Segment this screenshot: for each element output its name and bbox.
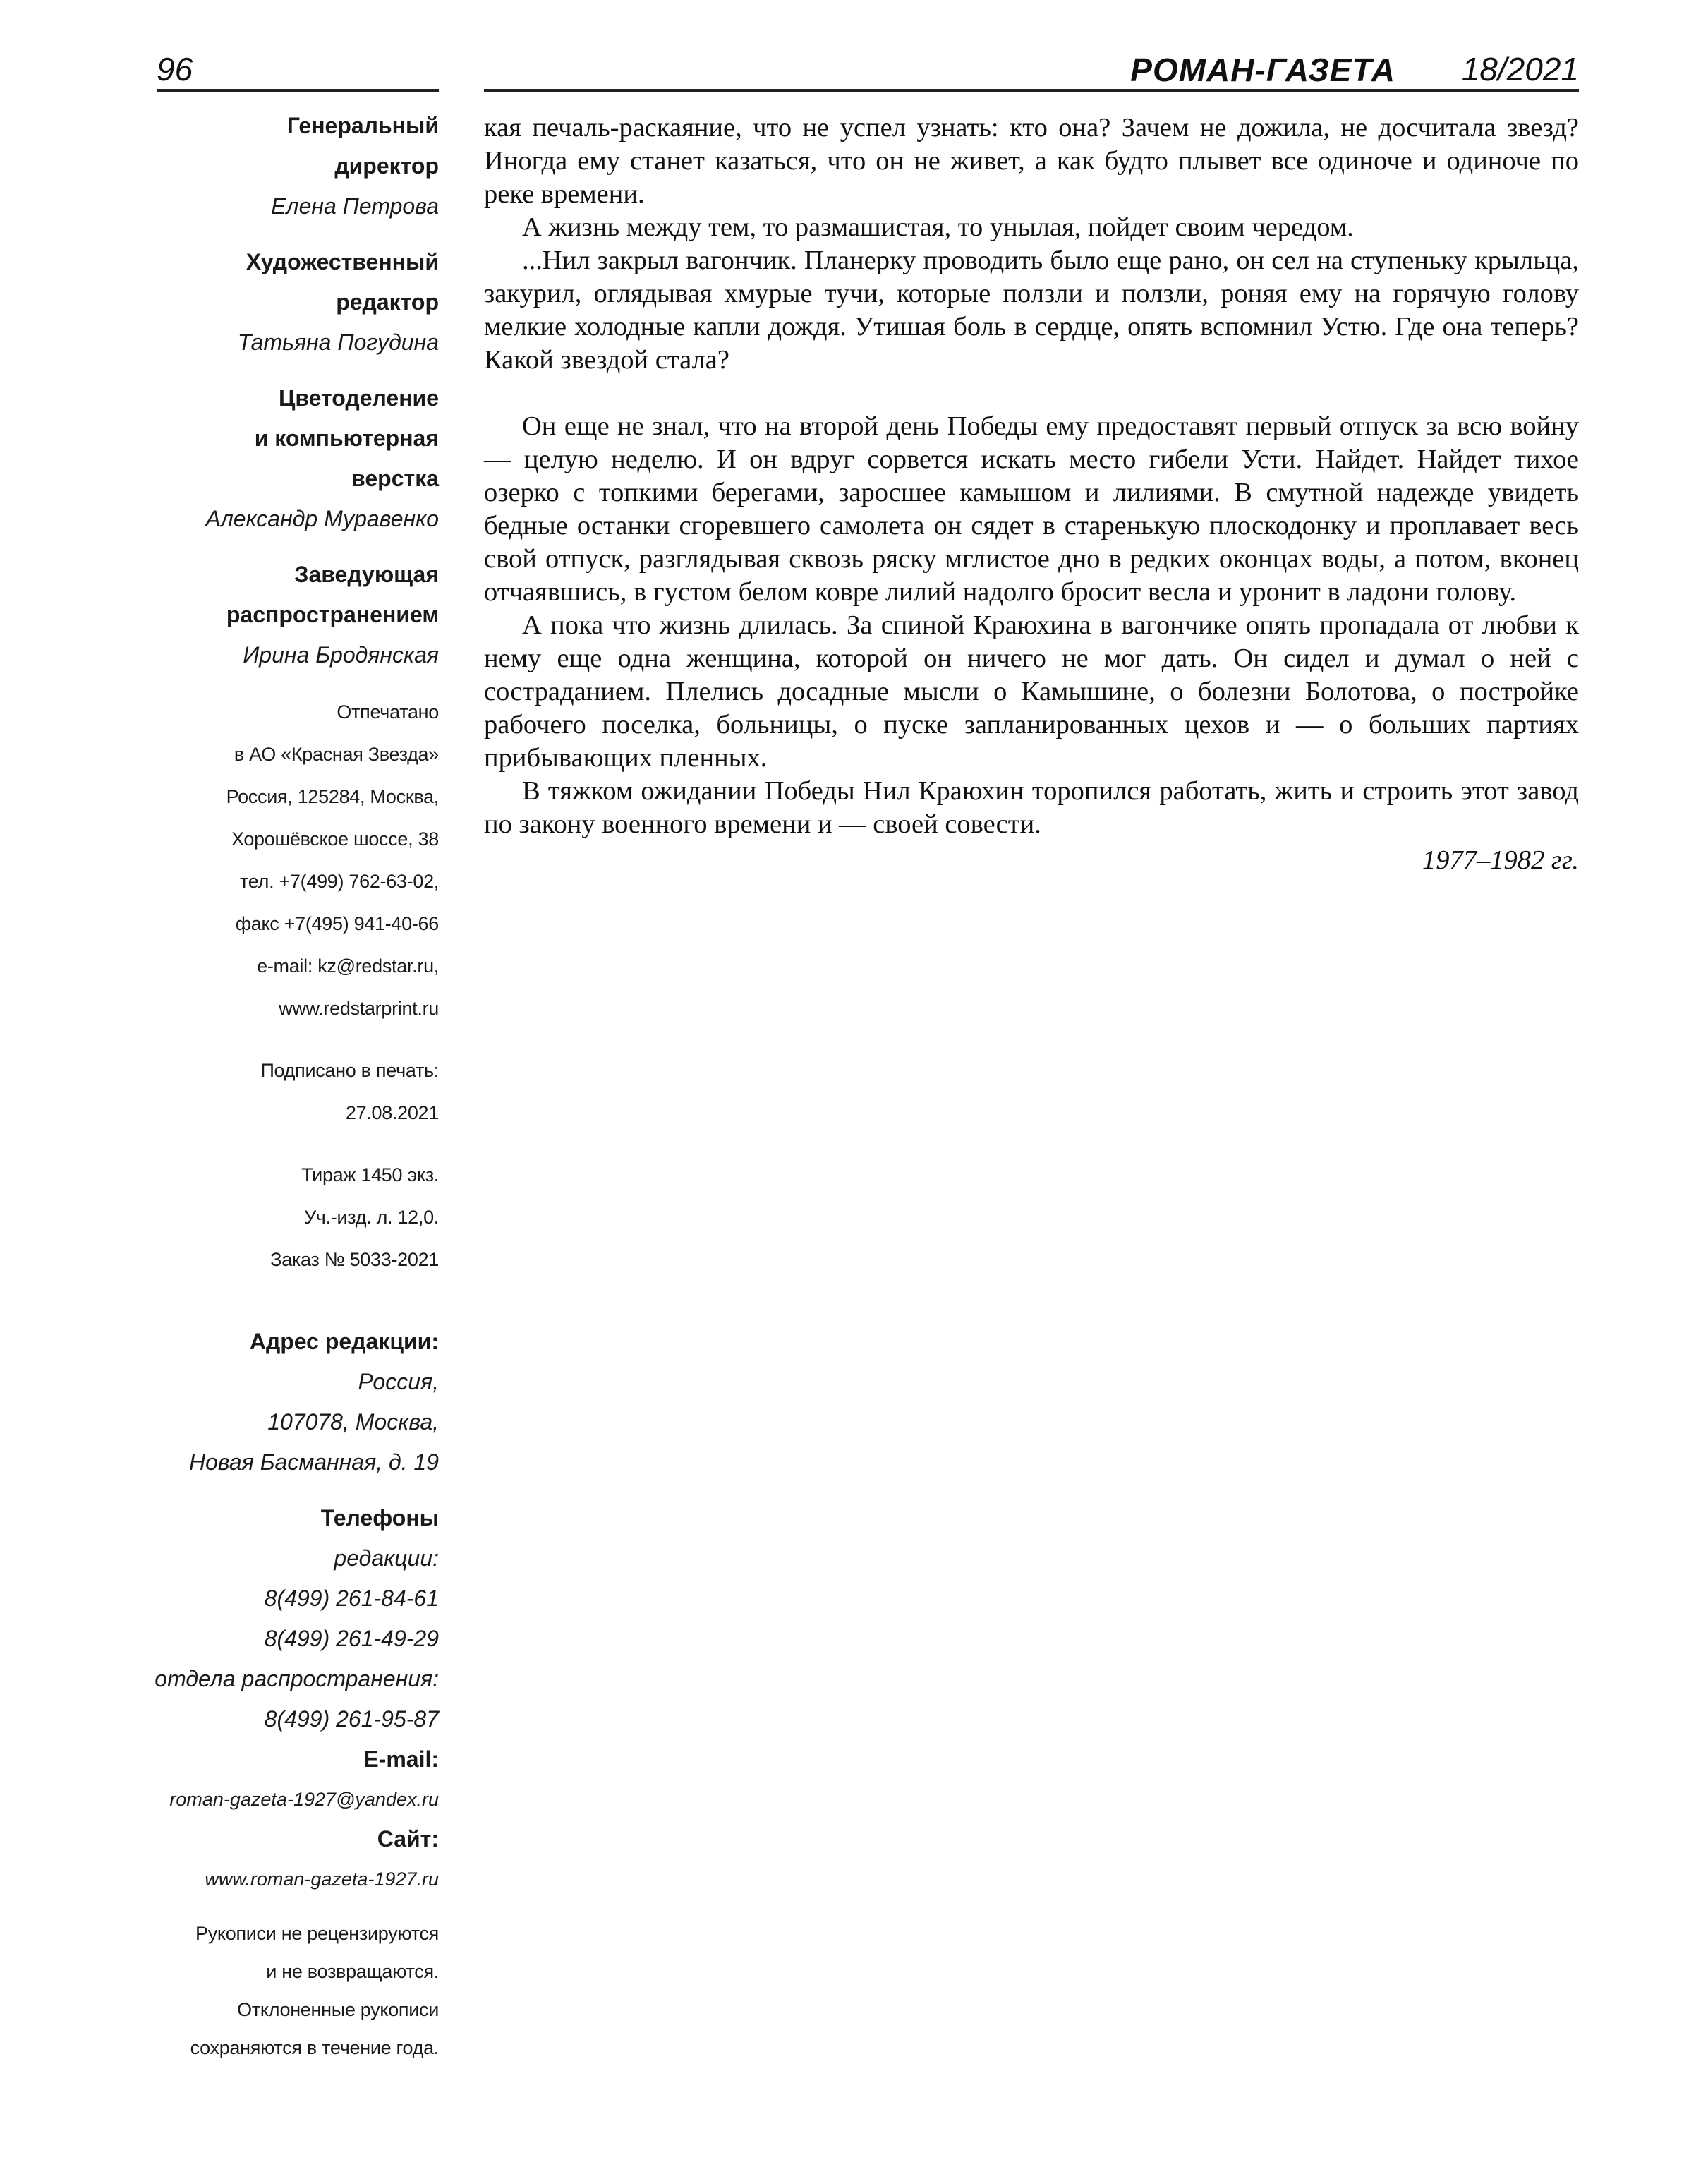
circulation-line: Заказ № 5033-2021	[270, 1249, 439, 1270]
printed-line: Хорошёвское шоссе, 38	[231, 828, 439, 850]
color-title: Цветоделение	[279, 385, 439, 411]
printed-line: тел. +7(499) 762-63-02,	[240, 871, 439, 892]
magazine-title: РОМАН-ГАЗЕТА	[1130, 52, 1395, 88]
story-paragraph: А пока что жизнь длилась. За спиной Краюхина в вагончике опять пропадала от любви к нему еще одна женщина, которой он ничего не мог дать. Он сидел и думал о ней с состраданием. Плелись досадные мысли о Камышине, о болезни Болотова, о постройке рабочего поселка, больницы, о пуске запланированных цехов и — о больших партиях прибывающих пленных.	[484, 610, 1579, 773]
phone-number: 8(499) 261-95-87	[264, 1706, 439, 1732]
distribution-name: Ирина Бродянская	[243, 642, 439, 668]
notice-line: и не возвращаются.	[266, 1961, 439, 1982]
phone-number: 8(499) 261-49-29	[264, 1626, 439, 1651]
general-director-title: Генеральный	[286, 113, 439, 138]
art-editor-title: Художественный	[246, 249, 439, 274]
notice-line: Рукописи не рецензируются	[195, 1923, 439, 1944]
printed-line: Отпечатано	[337, 701, 439, 723]
story-date: 1977–1982 гг.	[1422, 845, 1579, 875]
circulation-line: Тираж 1450 экз.	[301, 1164, 439, 1185]
distribution-title-2: распространением	[226, 602, 439, 627]
general-director-name: Елена Петрова	[271, 193, 439, 219]
story-paragraph: кая печаль-раскаяние, что не успел узнать: кто она? Зачем не дожила, не досчитала звезд? Иногда ему станет казаться, что он не живет, а как будто плывет все одиноче и одиноче по реке времени.	[484, 113, 1579, 209]
page-number: 96	[157, 49, 439, 92]
email-address: roman-gazeta-1927@yandex.ru	[169, 1789, 439, 1810]
story-text	[484, 111, 1579, 877]
address-title: Адрес редакции:	[249, 1329, 439, 1354]
signed-line: Подписано в печать:	[260, 1060, 439, 1081]
notice-line: Отклоненные рукописи	[237, 1999, 439, 2020]
phones-distribution-label: отдела распространения:	[155, 1666, 439, 1691]
color-name: Александр Муравенко	[205, 506, 439, 531]
story-paragraph: Он еще не знал, что на второй день Победы ему предоставят первый отпуск за всю войну — целую неделю. И он вдруг сорвется искать место гибели Усти. Найдет. Найдет тихое озерко с топкими берегами, заросшее камышом и лилиями. В смутной надежде увидеть бедные останки сгоревшего самолета он сядет в старенькую плоскодонку и проплавает весь свой отпуск, разглядывая сквозь ряску мглистое дно в редких оконцах воды, а потом, вконец отчаявшись, в густом белом ковре лилий надолго бросит весла и уронит в ладони голову.	[484, 411, 1579, 607]
address-line: Россия,	[358, 1369, 439, 1394]
circulation-line: Уч.-изд. л. 12,0.	[303, 1207, 439, 1228]
printed-line: www.redstarprint.ru	[279, 998, 439, 1019]
color-title-2: и компьютерная	[254, 425, 439, 451]
phones-title: Телефоны	[320, 1505, 439, 1531]
imprint-column	[141, 106, 439, 2067]
address-line: 107078, Москва,	[267, 1409, 439, 1435]
printed-line: e-mail: kz@redstar.ru,	[257, 955, 439, 977]
art-editor-title-2: редактор	[336, 289, 439, 315]
distribution-title: Заведующая	[294, 562, 439, 587]
art-editor-name: Татьяна Погудина	[237, 330, 439, 355]
color-title-3: верстка	[351, 466, 439, 491]
story-paragraph: ...Нил закрыл вагончик. Планерку проводить было еще рано, он сел на ступеньку крыльца, закурил, оглядывая хмурые тучи, которые ползли и ползли, роняя ему на горячую голову мелкие холодные капли дождя. Утишая боль в сердце, опять вспомнил Устю. Где она теперь? Какой звездой стала?	[484, 246, 1579, 375]
site-title: Сайт:	[377, 1826, 439, 1852]
printed-line: в АО «Красная Звезда»	[234, 744, 439, 765]
notice-line: сохраняются в течение года.	[190, 2037, 439, 2058]
email-title: E-mail:	[363, 1746, 439, 1772]
story-paragraph: В тяжком ожидании Победы Нил Краюхин торопился работать, жить и строить этот завод по закону военного времени и — своей совести.	[484, 776, 1579, 839]
address-line: Новая Басманная, д. 19	[189, 1449, 439, 1475]
issue-number: 18/2021	[1461, 51, 1579, 87]
phones-editorial-label: редакции:	[334, 1545, 439, 1571]
site-address: www.roman-gazeta-1927.ru	[205, 1869, 439, 1890]
phone-number: 8(499) 261-84-61	[264, 1586, 439, 1611]
signed-line: 27.08.2021	[345, 1102, 439, 1123]
general-director-title-2: директор	[334, 153, 439, 179]
printed-line: факс +7(495) 941-40-66	[235, 913, 439, 934]
printed-line: Россия, 125284, Москва,	[226, 786, 439, 807]
running-header	[484, 49, 1579, 92]
story-paragraph: А жизнь между тем, то размашистая, то унылая, пойдет своим чередом.	[522, 212, 1354, 242]
